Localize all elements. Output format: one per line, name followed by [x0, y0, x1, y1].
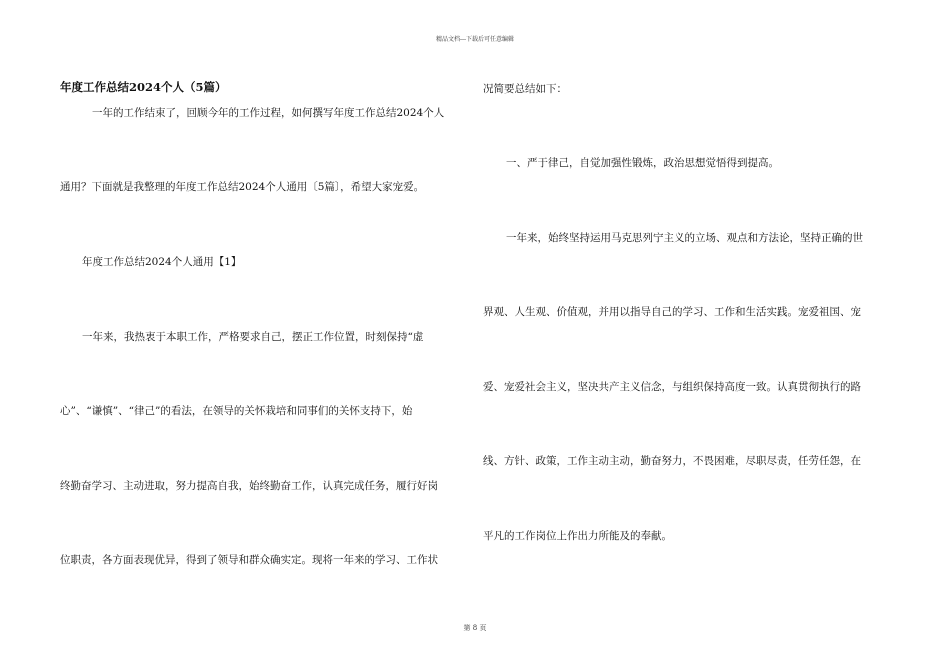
right-paragraph-line-3: 爱、宠爱社会主义，坚决共产主义信念，与组织保持高度一致。认真贯彻执行的路 [483, 381, 861, 393]
intro-line-2: 通用？下面就是我整理的年度工作总结2024个人通用〔5篇〕，希望大家宠爱。 [60, 181, 425, 193]
right-paragraph-line-2: 界观、人生观、价值观，并用以指导自己的学习、工作和生活实践。宠爱祖国、宠 [483, 306, 861, 318]
section-heading: 年度工作总结2024个人通用【1】 [82, 256, 242, 268]
right-line-1: 况简要总结如下： [483, 83, 567, 95]
document-title: 年度工作总结2024个人（5篇） [60, 80, 227, 94]
right-paragraph-line-4: 线、方针、政策，工作主动主动，勤奋努力，不畏困难，尽职尽责，任劳任怨，在 [483, 455, 861, 467]
right-paragraph-line-1: 一年来，始终坚持运用马克思列宁主义的立场、观点和方法论，坚持正确的世 [506, 232, 863, 244]
paragraph-line-3: 终勤奋学习、主动进取，努力提高自我，始终勤奋工作，认真完成任务，履行好岗 [60, 480, 438, 492]
paragraph-line-1: 一年来，我热衷于本职工作，严格要求自己，摆正工作位置，时刻保持“虚 [82, 331, 424, 343]
point-heading-1: 一、严于律己，自觉加强性锻炼，政治思想觉悟得到提高。 [506, 157, 779, 169]
paragraph-line-4: 位职责，各方面表现优异，得到了领导和群众确实定。现将一年来的学习、工作状 [60, 554, 438, 566]
paragraph-line-2: 心”、“谦慎”、“律己”的看法，在领导的关怀栽培和同事们的关怀支持下，始 [60, 405, 413, 417]
intro-line-1: 一年的工作结束了，回顾今年的工作过程，如何撰写年度工作总结2024个人 [92, 107, 445, 119]
page-footer: 第 8 页 [463, 624, 487, 632]
right-paragraph-line-5: 平凡的工作岗位上作出力所能及的奉献。 [483, 530, 672, 542]
page-header: 精品文档---下载后可任意编辑 [435, 36, 515, 43]
